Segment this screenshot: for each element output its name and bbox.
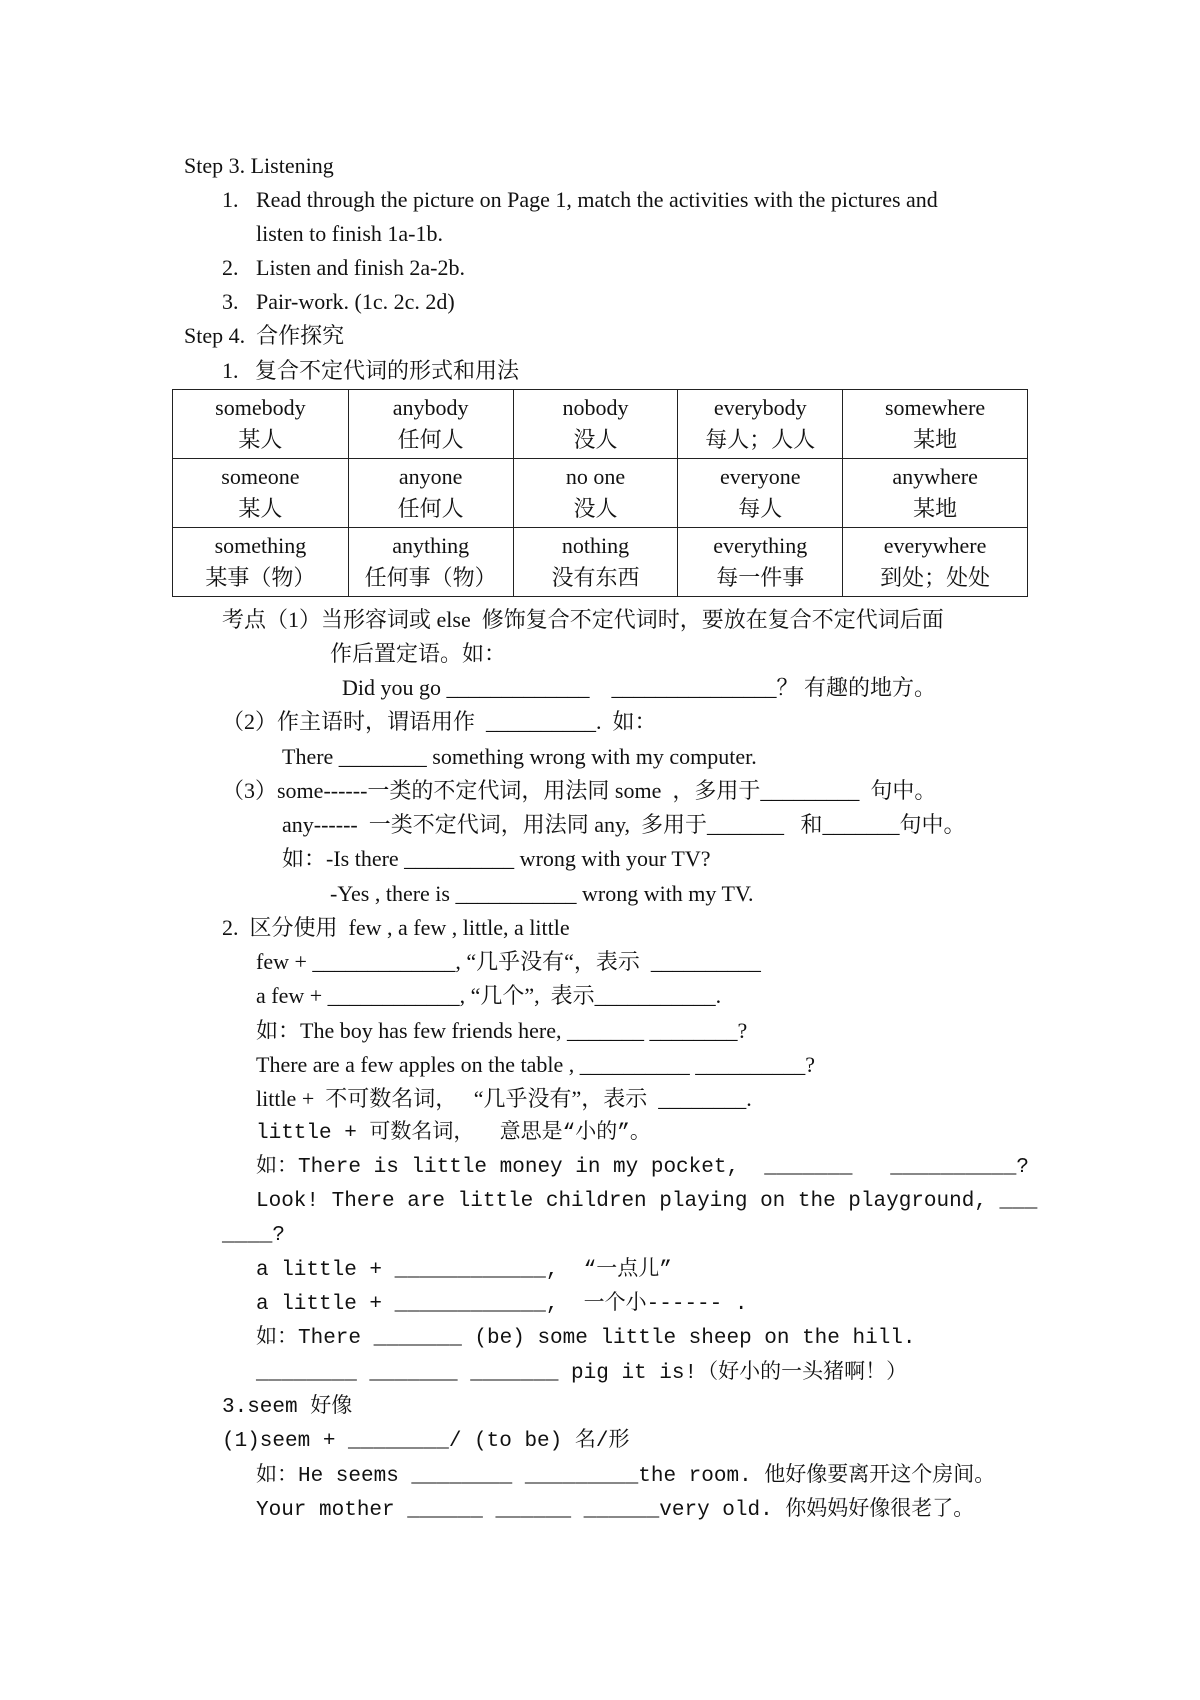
- seem-example-2: Your mother ______ ______ ______very old. 你妈妈好像很老了。: [256, 1499, 975, 1522]
- step3-item-2-number: 2.: [222, 255, 239, 280]
- table-cell: [513, 459, 678, 528]
- cell-chinese: 某地: [913, 496, 958, 521]
- cell-chinese: 到处；处处: [880, 565, 991, 590]
- indefinite-pronoun-table: [172, 389, 1028, 597]
- table-cell: [513, 390, 678, 459]
- section2-heading: 2. 区分使用 few , a few , little, a little: [222, 915, 570, 940]
- table-cell: [678, 459, 843, 528]
- few-example-1: 如：The boy has few friends here, _______ ________?: [256, 1018, 748, 1043]
- cell-chinese: 某人: [238, 496, 283, 521]
- cell-chinese: 没人: [573, 496, 618, 521]
- little-rule-1: little + 不可数名词， “几乎没有”，表示 ________.: [256, 1086, 752, 1111]
- a-few-rule: a few + ____________, “几个”, 表示___________.: [256, 983, 722, 1008]
- step3-item-3-number: 3.: [222, 289, 239, 314]
- table-cell: [173, 390, 349, 459]
- table-cell: [843, 528, 1028, 597]
- step4-heading: Step 4. 合作探究: [184, 323, 345, 348]
- cell-chinese: 任何人: [397, 496, 464, 521]
- table-cell: [348, 390, 513, 459]
- step3-item-1-text: Read through the picture on Page 1, match the activities with the pictures and: [256, 187, 938, 212]
- note-3-line-2: any------ 一类不定代词，用法同 any, 多用于_______ 和_______句中。: [282, 812, 966, 837]
- seem-rule-1: (1)seem + ________/ (to be) 名/形: [222, 1430, 630, 1453]
- a-little-example-2: ________ _______ _______ pig it is!（好小的一头猪啊！）: [256, 1362, 908, 1385]
- table-row: [173, 459, 1028, 528]
- step3-item-1-number: 1.: [222, 187, 239, 212]
- cell-english: something: [214, 533, 307, 558]
- cell-english: nobody: [562, 395, 629, 420]
- little-example-2: Look! There are little children playing on the playground, ___: [256, 1190, 1038, 1213]
- table-cell: [348, 528, 513, 597]
- few-rule: few + _____________, “几乎没有“，表示 __________: [256, 949, 761, 974]
- table-cell: [678, 528, 843, 597]
- table-row: [173, 528, 1028, 597]
- few-example-2: There are a few apples on the table , __________ __________?: [256, 1052, 815, 1077]
- cell-chinese: 每一件事: [716, 565, 805, 590]
- cell-chinese: 某人: [238, 427, 283, 452]
- cell-english: anything: [392, 533, 470, 558]
- cell-english: somebody: [215, 395, 306, 420]
- cell-chinese: 没有东西: [551, 565, 640, 590]
- note-3-example-2: -Yes , there is ___________ wrong with my TV.: [330, 881, 754, 906]
- note-3-line-1: （3）some------一类的不定代词，用法同 some ，多用于_________ 句中。: [222, 778, 937, 803]
- step3-item-2-text: Listen and finish 2a-2b.: [256, 255, 465, 280]
- cell-english: anywhere: [892, 464, 978, 489]
- section3-heading: 3.seem 好像: [222, 1396, 353, 1419]
- cell-english: everyone: [719, 464, 801, 489]
- a-little-rule-2: a little + ____________, 一个小------ .: [256, 1293, 748, 1316]
- little-example-1: 如：There is little money in my pocket, _______ __________?: [256, 1156, 1029, 1179]
- step4-sub1: 1. 复合不定代词的形式和用法: [222, 358, 520, 383]
- table-cell: [678, 390, 843, 459]
- seem-example-1: 如：He seems ________ _________the room. 他好像要离开这个房间。: [256, 1465, 996, 1488]
- table-cell: [513, 528, 678, 597]
- cell-english: everywhere: [883, 533, 987, 558]
- table-row: [173, 390, 1028, 459]
- cell-chinese: 某地: [913, 427, 958, 452]
- cell-chinese: 任何事（物）: [364, 565, 497, 590]
- cell-english: anybody: [392, 395, 469, 420]
- note-1-example: Did you go _____________ _______________？ 有趣的地方。: [342, 675, 937, 700]
- table-cell: [348, 459, 513, 528]
- a-little-example-1: 如：There _______ (be) some little sheep on the hill.: [256, 1327, 916, 1350]
- cell-english: everything: [713, 533, 808, 558]
- note-3-example-1: 如：-Is there __________ wrong with your TV?: [282, 846, 711, 871]
- cell-chinese: 每人；人人: [705, 427, 816, 452]
- note-2-line: （2）作主语时，谓语用作 __________. 如：: [222, 709, 657, 734]
- a-little-rule-1: a little + ____________, “一点儿”: [256, 1259, 672, 1282]
- cell-english: everybody: [713, 395, 807, 420]
- cell-english: anyone: [398, 464, 463, 489]
- table-cell: [843, 390, 1028, 459]
- cell-chinese: 没人: [573, 427, 618, 452]
- little-rule-2: little + 可数名词， 意思是“小的”。: [256, 1122, 651, 1145]
- cell-chinese: 每人: [738, 496, 783, 521]
- note-1-line-1: 考点（1）当形容词或 else 修饰复合不定代词时，要放在复合不定代词后面: [222, 607, 944, 632]
- step3-item-1-text-cont: listen to finish 1a-1b.: [256, 221, 443, 246]
- little-example-2-cont: ____?: [222, 1224, 286, 1247]
- cell-english: someone: [221, 464, 300, 489]
- cell-english: nothing: [561, 533, 630, 558]
- note-1-line-2: 作后置定语。如：: [330, 641, 507, 666]
- cell-chinese: 某事（物）: [205, 565, 316, 590]
- step3-item-3-text: Pair-work. (1c. 2c. 2d): [256, 289, 455, 314]
- table-cell: [843, 459, 1028, 528]
- cell-chinese: 任何人: [397, 427, 464, 452]
- table-cell: [173, 528, 349, 597]
- cell-english: no one: [565, 464, 626, 489]
- cell-english: somewhere: [884, 395, 986, 420]
- step3-heading: Step 3. Listening: [184, 153, 334, 178]
- table-cell: [173, 459, 349, 528]
- note-2-example: There ________ something wrong with my computer.: [282, 744, 757, 769]
